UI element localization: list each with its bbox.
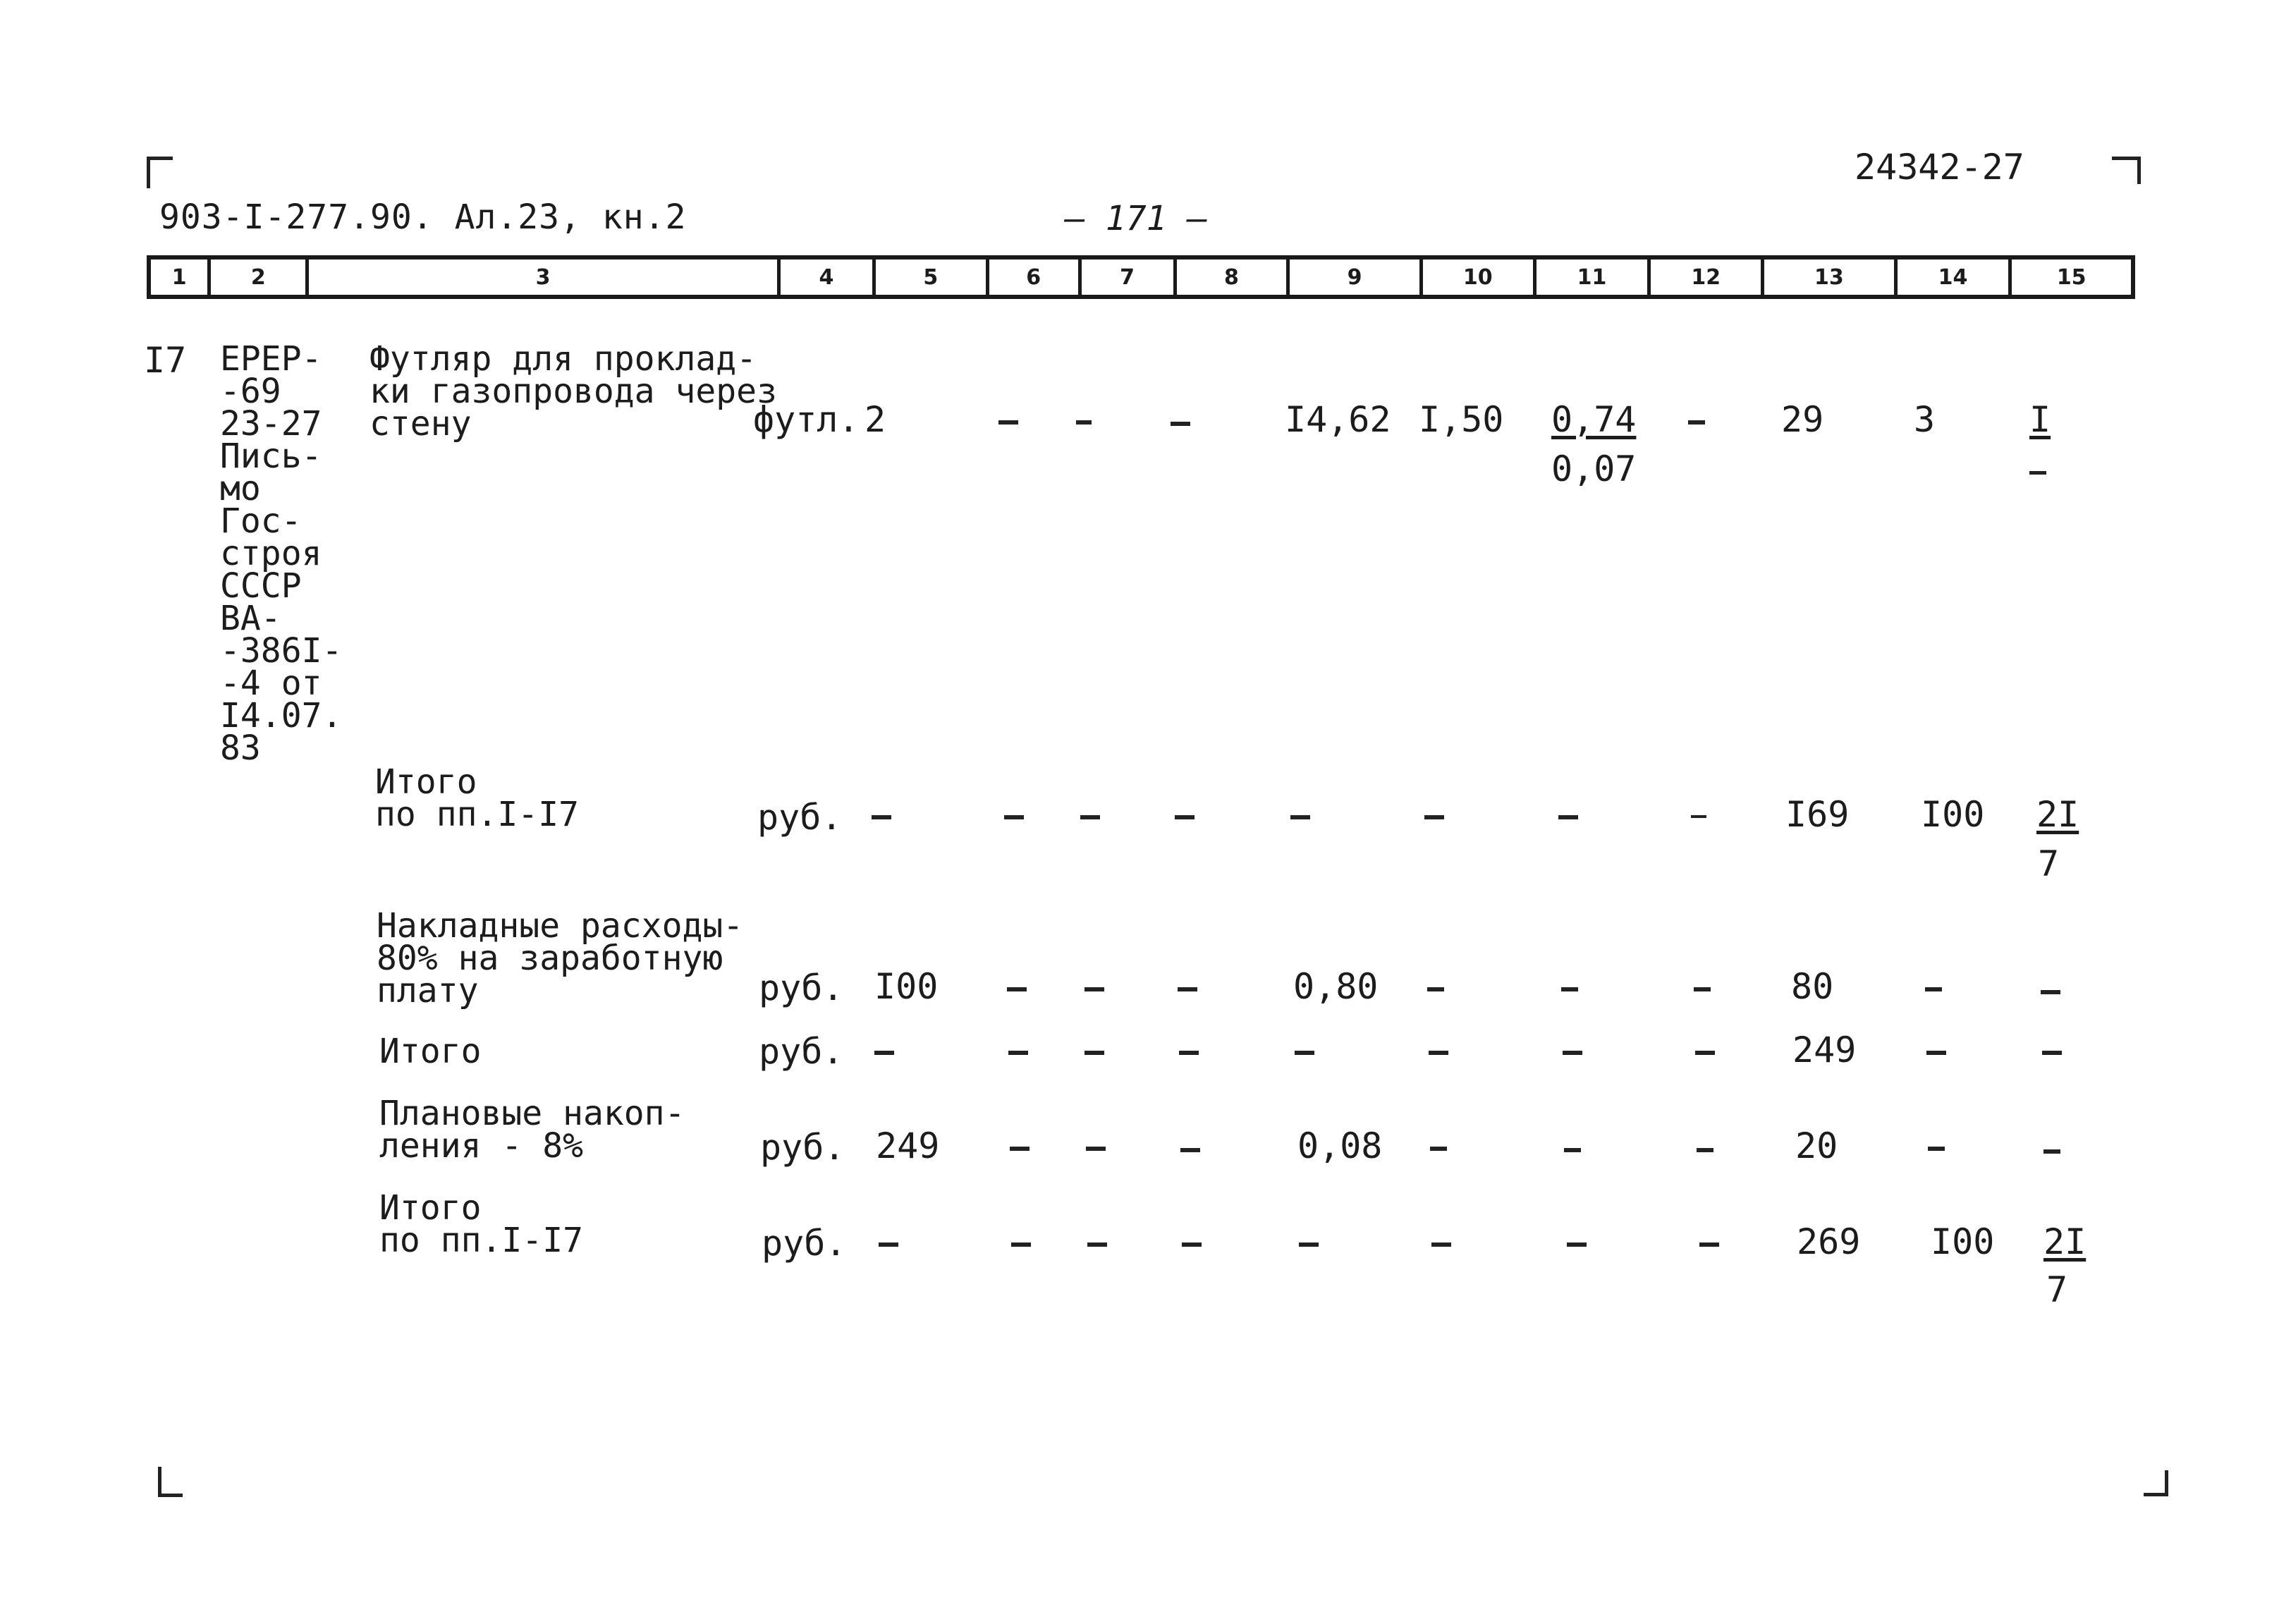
dash-col8 xyxy=(1171,422,1190,426)
name-line: Итого xyxy=(379,1032,482,1071)
dash-col10 xyxy=(1429,1051,1448,1055)
document-number: 903-I-277.90. Ал.23, кн.2 xyxy=(159,197,687,237)
code-line: -386I- xyxy=(220,631,343,671)
code-line: Пись- xyxy=(220,436,322,476)
dash-col11 xyxy=(1567,1243,1587,1247)
dash-col10 xyxy=(1430,1147,1447,1151)
dash-col15 xyxy=(2041,990,2060,994)
column-number: 7 xyxy=(1082,260,1177,295)
cell-col15-top: I xyxy=(2029,399,2051,440)
name-line: по пп.I-I7 xyxy=(379,1221,583,1260)
dash-col8 xyxy=(1175,815,1195,819)
dash-col9 xyxy=(1290,815,1310,819)
corner-mark-top-left xyxy=(147,157,173,188)
code-line: ЕРЕР- xyxy=(220,339,322,379)
dash-col5 xyxy=(872,815,891,819)
dash-col10 xyxy=(1431,1243,1451,1247)
cell-col13: 20 xyxy=(1795,1125,1838,1166)
dash-col15 xyxy=(2043,1149,2060,1154)
name-line: Накладные расходы- xyxy=(377,906,744,946)
item-name xyxy=(379,1094,685,1166)
dash-col15-bottom xyxy=(2029,471,2046,475)
unit: руб. xyxy=(759,1031,844,1072)
cell-col5: 249 xyxy=(876,1125,940,1166)
dash-col12 xyxy=(1695,1051,1715,1055)
name-line: Итого xyxy=(379,1188,482,1228)
code-line: ВА- xyxy=(220,599,281,638)
name-line: 80% на заработную xyxy=(377,939,723,978)
name-line: ки газопровода через xyxy=(369,372,777,411)
dash-col12 xyxy=(1691,815,1706,818)
dash-col8 xyxy=(1179,1051,1199,1055)
code-line: 83 xyxy=(220,728,261,768)
item-name xyxy=(379,1032,482,1071)
dash-col11 xyxy=(1558,815,1578,819)
dash-col5 xyxy=(879,1243,898,1247)
column-number: 8 xyxy=(1177,260,1290,295)
dash-col6 xyxy=(1011,1243,1031,1247)
column-number: 3 xyxy=(309,260,781,295)
dash-col6 xyxy=(998,420,1018,425)
dash-col6 xyxy=(1004,815,1024,819)
name-line: ления - 8% xyxy=(379,1126,583,1166)
name-line: стену xyxy=(369,404,472,444)
unit: руб. xyxy=(759,967,844,1008)
column-number: 13 xyxy=(1764,260,1898,295)
dash-col9 xyxy=(1299,1243,1319,1247)
register-number: 24342-27 xyxy=(1855,147,2024,188)
code-line: 23-27 xyxy=(220,404,322,444)
dash-col8 xyxy=(1182,1243,1202,1247)
dash-col6 xyxy=(1008,1051,1028,1055)
dash-col12 xyxy=(1699,1243,1719,1247)
cell-col10: I,50 xyxy=(1419,399,1504,440)
dash-col7 xyxy=(1086,1147,1106,1151)
dash-col9 xyxy=(1295,1051,1314,1055)
dash-col11 xyxy=(1564,1148,1581,1152)
code-line: Гос- xyxy=(220,501,302,541)
cell-col9: I4,62 xyxy=(1285,399,1391,440)
page-number: — 171 — xyxy=(1065,199,1208,238)
corner-mark-bottom-left xyxy=(158,1467,183,1497)
cell-col15-bottom: 7 xyxy=(2038,843,2060,884)
corner-mark-bottom-right xyxy=(2144,1470,2168,1496)
cell-col13: 249 xyxy=(1792,1030,1857,1070)
unit: футл. xyxy=(753,399,860,440)
column-number: 12 xyxy=(1651,260,1764,295)
unit: руб. xyxy=(757,797,843,838)
column-number: 10 xyxy=(1423,260,1537,295)
column-number: 1 xyxy=(151,260,211,295)
unit: руб. xyxy=(760,1127,845,1168)
column-number: 5 xyxy=(876,260,989,295)
item-name xyxy=(379,1188,583,1260)
column-number: 15 xyxy=(2056,264,2087,290)
cell-col5: 2 xyxy=(865,399,886,440)
name-line: по пп.I-I7 xyxy=(375,795,579,834)
name-line: Итого xyxy=(375,762,477,802)
cell-col9: 0,08 xyxy=(1297,1125,1383,1166)
dash-col6 xyxy=(1010,1147,1030,1151)
dash-col7 xyxy=(1085,987,1104,991)
column-number-bar xyxy=(147,255,2135,299)
dash-col8 xyxy=(1180,1148,1200,1152)
cell-col11-bottom: 0,07 xyxy=(1551,448,1637,489)
dash-col14 xyxy=(1925,987,1942,991)
cell-col13: 29 xyxy=(1781,399,1824,440)
dash-col10 xyxy=(1424,815,1444,819)
item-name xyxy=(377,906,744,1011)
cell-col9: 0,80 xyxy=(1293,966,1379,1007)
dash-col11 xyxy=(1561,987,1578,991)
dash-col10 xyxy=(1427,987,1444,991)
code-line: -4 от xyxy=(220,664,322,703)
dash-col7 xyxy=(1080,815,1100,819)
column-number: 9 xyxy=(1290,260,1423,295)
column-number: 2 xyxy=(211,260,309,295)
cell-col14: I00 xyxy=(1921,794,1985,835)
dash-col7 xyxy=(1087,1243,1107,1247)
dash-col5 xyxy=(874,1051,894,1055)
dash-col7 xyxy=(1076,420,1092,425)
code-line: строя xyxy=(220,534,322,573)
dash-col7 xyxy=(1085,1051,1104,1055)
dash-col12 xyxy=(1697,1148,1713,1152)
cell-col13: 269 xyxy=(1797,1221,1861,1262)
item-name xyxy=(375,762,579,834)
cell-col14: 3 xyxy=(1914,399,1936,440)
dash-col12 xyxy=(1694,987,1711,991)
normative-code xyxy=(220,339,343,768)
cell-col11-top: 0,74 xyxy=(1551,399,1637,440)
dash-col15 xyxy=(2042,1051,2062,1055)
column-number: 6 xyxy=(989,260,1082,295)
column-number: 4 xyxy=(781,260,876,295)
code-line: мо xyxy=(220,469,261,508)
code-line: I4.07. xyxy=(220,696,343,735)
dash-col8 xyxy=(1178,987,1197,991)
code-line: СССР xyxy=(220,566,302,606)
position-number: I7 xyxy=(144,340,187,381)
dash-col12 xyxy=(1688,420,1705,425)
cell-col13: I69 xyxy=(1785,794,1850,835)
column-number: 11 xyxy=(1537,260,1651,295)
dash-col14 xyxy=(1926,1051,1946,1055)
cell-col15-top: 2I xyxy=(2036,794,2079,835)
cell-col15-top: 2I xyxy=(2043,1221,2087,1262)
cell-col14: I00 xyxy=(1931,1221,1995,1262)
code-line: -69 xyxy=(220,372,281,411)
cell-col13: 80 xyxy=(1791,966,1834,1007)
dash-col14 xyxy=(1928,1147,1945,1151)
column-number: 14 xyxy=(1898,260,2012,295)
dash-col6 xyxy=(1007,987,1027,991)
cell-col15-bottom: 7 xyxy=(2046,1269,2068,1310)
corner-mark-top-right xyxy=(2112,157,2141,184)
cell-col5: I00 xyxy=(874,966,939,1007)
name-line: Футляр для проклад- xyxy=(369,339,757,379)
dash-col11 xyxy=(1563,1051,1582,1055)
name-line: Плановые накоп- xyxy=(379,1094,685,1133)
unit: руб. xyxy=(762,1223,847,1264)
item-name xyxy=(369,339,777,444)
name-line: плату xyxy=(377,971,479,1011)
